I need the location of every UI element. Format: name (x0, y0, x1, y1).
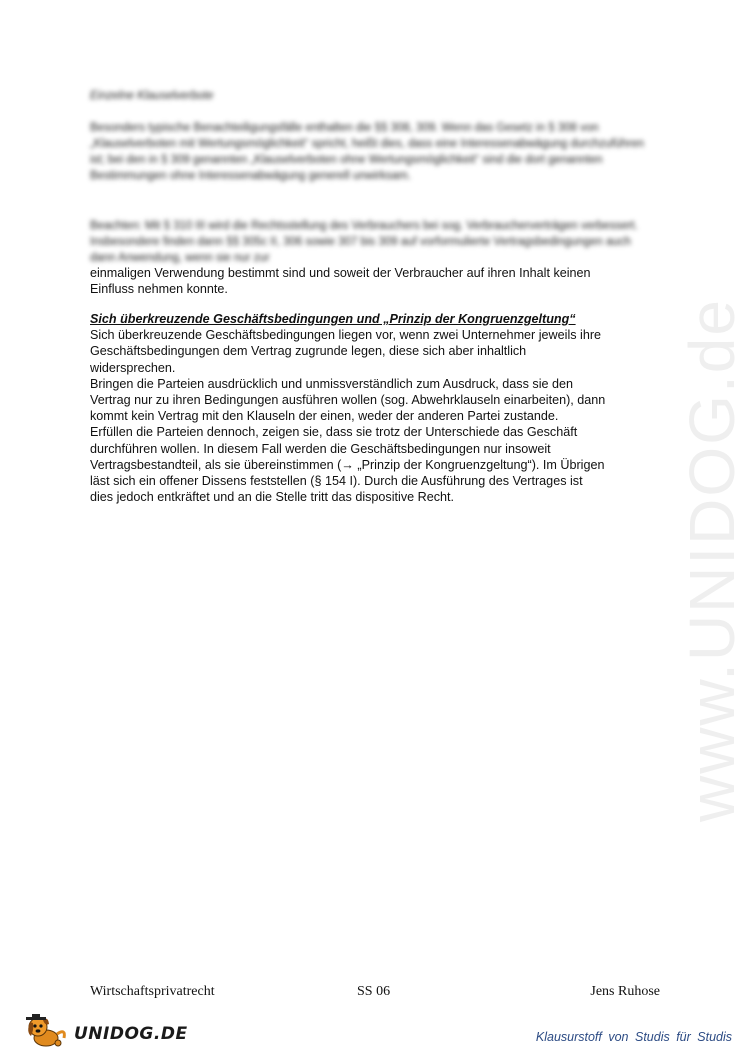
section-heading: Sich überkreuzende Geschäftsbedingungen und „Prinzip der Kongruenzgeltung“ (90, 312, 576, 326)
text-line: Geschäftsbedingungen dem Vertrag zugrunde legen, diese sich aber inhaltlich (90, 344, 527, 359)
text-line: dies jedoch entkräftet und an die Stelle tritt das dispositive Recht. (90, 490, 455, 505)
text-line: Erfüllen die Parteien dennoch, zeigen sie, dass sie trotz der Unterschiede das Geschäft (90, 425, 578, 440)
text-line: Vertragsbestandteil, als sie übereinstimmen (→ „Prinzip der Kongruenzgeltung“). Im Übrigen (90, 457, 605, 472)
unidog-logo[interactable] (24, 1014, 188, 1048)
text-line: läst sich ein offener Dissens feststellen (§ 154 I). Durch die Ausführung des Vertrages ist (90, 474, 583, 489)
text-line: kommt kein Vertrag mit den Klauseln der einen, weder der anderen Partei zustande. (90, 409, 559, 424)
page-footer (90, 984, 660, 1004)
footer-course: Wirtschaftsprivatrecht (90, 984, 215, 999)
watermark: www.UNIDOG.de (676, 298, 748, 822)
text-line: einmaligen Verwendung bestimmt sind und soweit der Verbraucher auf ihren Inhalt keinen (90, 266, 591, 280)
blurred-heading: Einzelne Klauselverbote (90, 90, 214, 102)
blurred-paragraph: Beachten: Mit § 310 III wird die Rechtsstellung des Verbrauchers bei sog. Verbraucherverträgen verbessert. Insbesondere finden dann §§ 305c II, 306 sowie 307 bis 309 auf vorformulierte Vertragsbedingungen auch dann Anwendung, wenn sie nur zur (90, 220, 638, 264)
text-line: Sich überkreuzende Geschäftsbedingungen liegen vor, wenn zwei Unternehmer jeweils ihre (90, 328, 602, 343)
text-line: Vertrag nur zu ihren Bedingungen ausführen wollen (sog. Abwehrklauseln einarbeiten), dann (90, 393, 606, 408)
tagline: Klausurstoff von Studis für Studis (535, 1030, 732, 1044)
blurred-paragraph: Besonders typische Benachteiligungsfälle enthalten die §§ 308, 309. Wenn das Gesetz in § 308 von „Klauselverboten mit Wertungsmöglichkeit“ spricht, heißt dies, dass eine Interessenabwägung durchzuführen ist; bei den in § 309 genannten „Klauselverboten ohne Wertungsmöglichkeit“ sind die dort genannten Bestimmungen ohne Interessenabwägung generell unwirksam. (90, 122, 644, 182)
text-line: Bringen die Parteien ausdrücklich und unmissverständlich zum Ausdruck, dass sie den (90, 376, 574, 391)
text-line: Einfluss nehmen konnte. (90, 282, 228, 297)
text-line: widersprechen. (90, 360, 176, 375)
continuation-paragraph (90, 265, 665, 297)
section-crossing-terms (90, 311, 665, 505)
logo-text: UNIDOG.DE (74, 1024, 188, 1044)
dog-mascot-icon (24, 1014, 72, 1048)
footer-author: Jens Ruhose (590, 984, 660, 999)
footer-semester: SS 06 (357, 984, 391, 999)
text-line: durchführen wollen. In diesem Fall werden die Geschäftsbedingungen nur insoweit (90, 441, 551, 456)
